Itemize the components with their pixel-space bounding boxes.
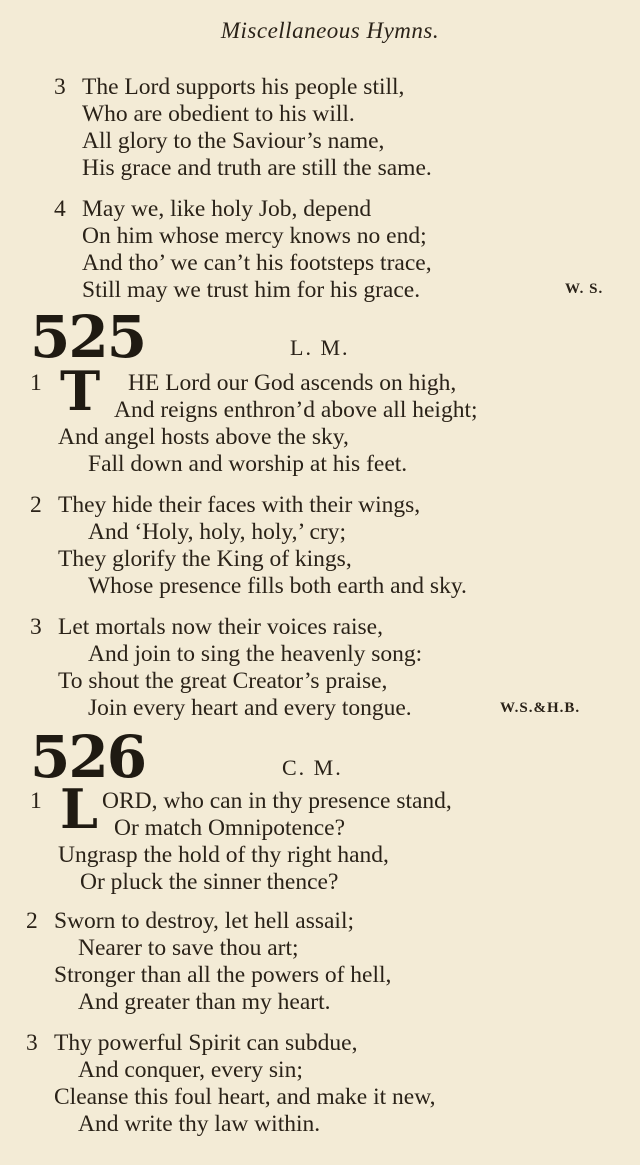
stanza-number: 1 (30, 788, 42, 814)
hymn-525-stanza-1 (30, 370, 478, 478)
stanza-line: And conquer, every sin; (78, 1057, 303, 1083)
stanza-line: Whose presence fills both earth and sky. (88, 573, 467, 599)
stanza-line: Join every heart and every tongue. (88, 695, 412, 721)
stanza-line: Or match Omnipotence? (114, 815, 345, 841)
stanza-line: His grace and truth are still the same. (82, 155, 432, 181)
stanza-line: All glory to the Saviour’s name, (82, 128, 385, 154)
hymn-number: 526 (30, 723, 146, 791)
stanza-line: ORD, who can in thy presence stand, (102, 788, 452, 814)
stanza-line: And angel hosts above the sky, (58, 424, 349, 450)
attribution: W.S.&H.B. (500, 700, 581, 716)
stanza-line: May we, like holy Job, depend (82, 196, 372, 222)
stanza-line: On him whose mercy knows no end; (82, 223, 427, 249)
stanza-number: 1 (30, 370, 42, 396)
hymn-meter: C. M. (282, 755, 343, 780)
hymn-525-stanza-3 (30, 614, 422, 722)
stanza-line: Still may we trust him for his grace. (82, 277, 421, 303)
stanza-line: Nearer to save thou art; (78, 935, 299, 961)
drop-cap: T (60, 359, 101, 423)
stanza-line: And greater than my heart. (78, 989, 331, 1015)
stanza-line: And reigns enthron’d above all height; (114, 397, 478, 423)
stanza-line: They hide their faces with their wings, (58, 492, 421, 518)
stanza-line: And tho’ we can’t his footsteps trace, (82, 250, 432, 276)
stanza-line: Or pluck the sinner thence? (80, 869, 339, 895)
stanza-line: And ‘Holy, holy, holy,’ cry; (88, 519, 347, 545)
hymn-number: 525 (30, 303, 146, 371)
stanza-line: Stronger than all the powers of hell, (54, 962, 392, 988)
stanza-line: The Lord supports his people still, (82, 74, 405, 100)
stanza-line: Who are obedient to his will. (82, 101, 355, 127)
prev-hymn-stanza-4 (54, 196, 432, 304)
stanza-line: Cleanse this foul heart, and make it new, (54, 1084, 436, 1110)
hymn-525-stanza-2 (30, 492, 467, 600)
stanza-number: 3 (30, 614, 42, 640)
stanza-line: To shout the great Creator’s praise, (58, 668, 388, 694)
stanza-line: HE Lord our God ascends on high, (128, 370, 457, 396)
hymn-526-stanza-1 (30, 788, 452, 896)
stanza-number: 2 (26, 908, 38, 934)
stanza-line: Ungrasp the hold of thy right hand, (58, 842, 389, 868)
attribution: W. S. (565, 281, 604, 297)
stanza-number: 4 (54, 196, 66, 222)
stanza-line: Let mortals now their voices raise, (58, 614, 383, 640)
stanza-line: They glorify the King of kings, (58, 546, 352, 572)
stanza-line: Thy powerful Spirit can subdue, (54, 1030, 358, 1056)
stanza-line: Sworn to destroy, let hell assail; (54, 908, 355, 934)
prev-hymn-stanza-3 (54, 74, 432, 182)
stanza-line: And join to sing the heavenly song: (88, 641, 423, 667)
hymn-meter: L. M. (290, 335, 350, 360)
stanza-line: Fall down and worship at his feet. (88, 451, 408, 477)
running-head: Miscellaneous Hymns. (220, 18, 440, 43)
stanza-number: 2 (30, 492, 42, 518)
stanza-line: And write thy law within. (78, 1111, 321, 1137)
hymn-526-stanza-2 (26, 908, 391, 1016)
stanza-number: 3 (26, 1030, 38, 1056)
stanza-number: 3 (54, 74, 66, 100)
hymn-526-stanza-3 (26, 1030, 436, 1138)
drop-cap: L (60, 777, 98, 841)
